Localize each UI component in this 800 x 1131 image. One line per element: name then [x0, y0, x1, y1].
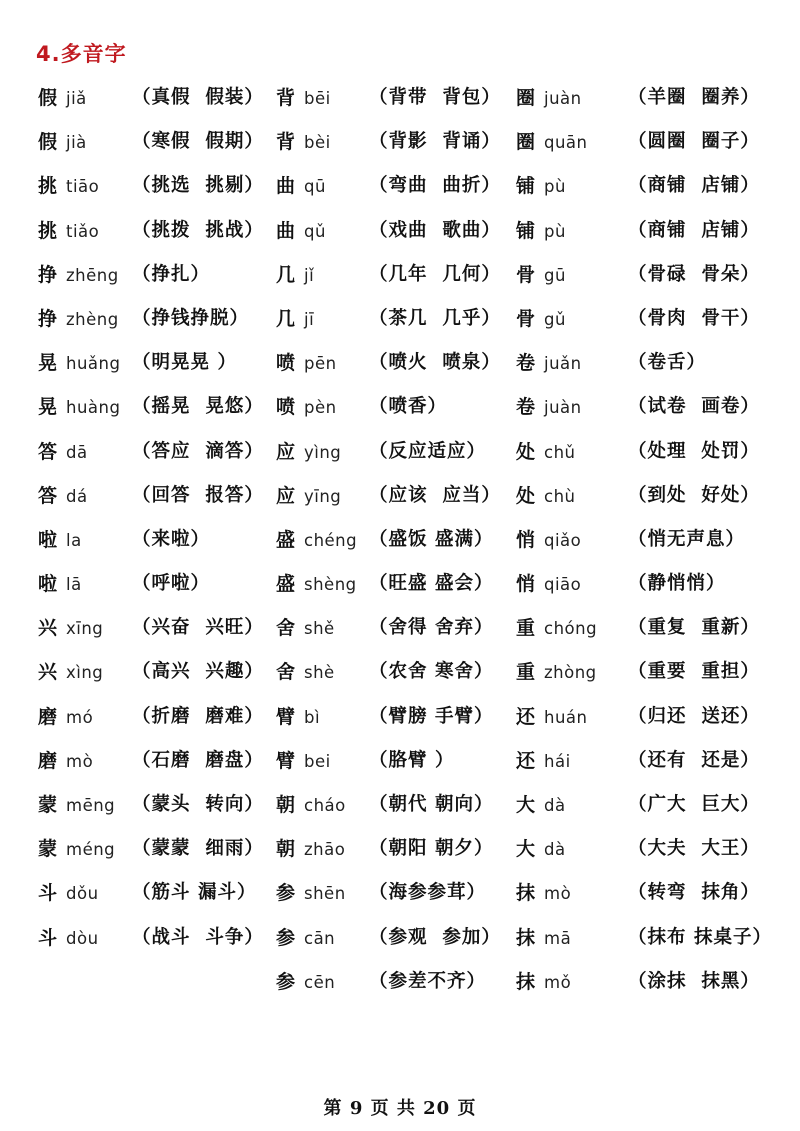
entry-pinyin: dà [544, 796, 566, 815]
entry-character: 大 [516, 794, 536, 816]
entry-character: 还 [516, 705, 536, 728]
entry-pinyin: juàn [544, 398, 582, 418]
entry-character: 几 [276, 307, 296, 330]
polyphonic-character-list [38, 78, 778, 1006]
entry-row [38, 785, 778, 829]
entry-character: 喷 [276, 352, 296, 375]
entry-pinyin: bēi [304, 89, 331, 108]
entry-row [38, 962, 778, 1006]
entry-pinyin: qū [304, 177, 326, 197]
entry-pinyin: shě [304, 619, 335, 639]
entry-pinyin: yīng [304, 486, 342, 506]
entry-character: 大 [516, 838, 536, 861]
entry-example-words: （盛饭 盛满） [369, 528, 494, 550]
entry-example-words: （蒙头 转向） [132, 794, 264, 815]
entry-pinyin: mēng [66, 796, 116, 815]
entry-example-words: （参差不齐） [369, 970, 487, 992]
entry-character: 曲 [276, 175, 296, 198]
entry-pinyin: pù [544, 177, 566, 197]
entry-pinyin: qiāo [544, 575, 582, 595]
entry-character: 悄 [516, 528, 536, 551]
entry-character: 臂 [276, 705, 296, 728]
entry-character: 抹 [516, 970, 536, 993]
entry-character: 铺 [516, 219, 536, 242]
section-title: 4.多音字 [36, 42, 127, 66]
entry-character: 磨 [38, 749, 58, 772]
entry-character: 几 [276, 263, 296, 286]
entry-example-words: （到处 好处） [628, 484, 760, 506]
entry-example-words: （商铺 店铺） [628, 219, 760, 241]
entry-example-words: （抹布 抹桌子） [628, 926, 772, 948]
entry-row [38, 520, 778, 564]
entry-example-words: （呼啦） [132, 573, 211, 595]
entry-pinyin: yìng [304, 442, 342, 462]
entry-character: 喷 [276, 396, 296, 419]
entry-example-words: （寒假 假期） [132, 131, 264, 153]
entry-character: 曲 [276, 219, 296, 242]
entry-example-words: （挑拨 挑战） [132, 219, 264, 241]
entry-pinyin: bì [304, 707, 321, 727]
entry-pinyin: jī [304, 309, 315, 329]
entry-example-words: （战斗 斗争） [132, 926, 264, 948]
entry-character: 背 [276, 131, 296, 154]
entry-character: 处 [516, 484, 536, 507]
entry-pinyin: chǔ [544, 442, 576, 462]
entry-character: 重 [516, 661, 536, 684]
entry-pinyin: huàng [66, 398, 121, 418]
entry-character: 朝 [276, 838, 296, 861]
entry-example-words: （处理 处罚） [628, 440, 760, 462]
entry-pinyin: lā [66, 575, 82, 595]
entry-pinyin: xīng [66, 619, 104, 639]
entry-character: 磨 [38, 705, 58, 728]
entry-pinyin: qǔ [304, 221, 326, 241]
entry-pinyin: zhòng [544, 663, 597, 683]
entry-row [38, 211, 778, 255]
entry-example-words: （答应 滴答） [132, 440, 264, 462]
entry-example-words: （还有 还是） [628, 749, 760, 771]
entry-row [38, 741, 778, 785]
entry-example-words: （转弯 抹角） [628, 882, 760, 904]
entry-pinyin: dǒu [66, 884, 99, 904]
entry-row [38, 829, 778, 873]
entry-pinyin: quān [544, 133, 588, 153]
entry-example-words: （旺盛 盛会） [369, 573, 494, 595]
entry-row [38, 918, 778, 962]
entry-example-words: （来啦） [132, 528, 211, 550]
entry-character: 参 [276, 926, 296, 949]
entry-example-words: （蒙蒙 细雨） [132, 838, 264, 860]
entry-pinyin: tiǎo [66, 221, 100, 241]
entry-pinyin: tiāo [66, 177, 100, 197]
entry-pinyin: qiǎo [544, 530, 582, 550]
entry-pinyin: pù [544, 221, 566, 241]
entry-character: 悄 [516, 573, 536, 596]
entry-character: 卷 [516, 352, 536, 375]
entry-example-words: （背影 背诵） [369, 131, 501, 153]
entry-character: 骨 [516, 263, 536, 286]
entry-example-words: （挣扎） [132, 263, 211, 285]
entry-character: 舍 [276, 661, 296, 684]
entry-pinyin: mò [66, 751, 94, 771]
entry-character: 抹 [516, 926, 536, 949]
entry-character: 骨 [516, 307, 536, 330]
entry-example-words: （戏曲 歌曲） [369, 219, 501, 241]
entry-pinyin: mó [66, 707, 94, 727]
entry-character: 假 [38, 87, 58, 109]
entry-pinyin: gū [544, 265, 566, 285]
entry-pinyin: pèn [304, 398, 337, 418]
entry-example-words: （明晃晃 ） [132, 352, 237, 374]
entry-pinyin: bèi [304, 133, 331, 153]
entry-example-words: （胳臂 ） [369, 749, 455, 771]
entry-example-words: （喷香） [369, 396, 448, 418]
entry-example-words: （真假 假装） [132, 87, 264, 108]
entry-character: 参 [276, 882, 296, 905]
entry-pinyin: cháo [304, 796, 346, 815]
entry-pinyin: jiǎ [66, 89, 87, 108]
entry-example-words: （几年 几何） [369, 263, 501, 285]
entry-pinyin: shè [304, 663, 335, 683]
entry-pinyin: dā [66, 442, 88, 462]
entry-pinyin: hái [544, 751, 571, 771]
entry-pinyin: huǎng [66, 354, 121, 374]
entry-example-words: （高兴 兴趣） [132, 661, 264, 683]
entry-character: 假 [38, 131, 58, 154]
entry-row [38, 652, 778, 696]
entry-character: 处 [516, 440, 536, 463]
entry-character: 抹 [516, 882, 536, 905]
entry-example-words: （静悄悄） [628, 573, 726, 595]
entry-character: 铺 [516, 175, 536, 198]
entry-character: 挣 [38, 263, 58, 286]
entry-example-words: （筋斗 漏斗） [132, 882, 257, 904]
entry-example-words: （反应适应） [369, 440, 487, 462]
entry-pinyin: juǎn [544, 354, 582, 374]
entry-row [38, 608, 778, 652]
entry-row [38, 564, 778, 608]
entry-example-words: （喷火 喷泉） [369, 352, 501, 374]
entry-example-words: （兴奋 兴旺） [132, 617, 264, 639]
entry-pinyin: mā [544, 928, 572, 948]
entry-example-words: （折磨 磨难） [132, 705, 264, 727]
entry-character: 挑 [38, 175, 58, 198]
entry-row [38, 476, 778, 520]
entry-example-words: （朝阳 朝夕） [369, 838, 494, 860]
entry-pinyin: shēn [304, 884, 346, 904]
entry-row [38, 255, 778, 299]
entry-example-words: （羊圈 圈养） [628, 87, 760, 108]
entry-row [38, 343, 778, 387]
entry-example-words: （应该 应当） [369, 484, 501, 506]
entry-pinyin: dá [66, 486, 88, 506]
entry-pinyin: cēn [304, 972, 336, 992]
entry-pinyin: cān [304, 928, 336, 948]
entry-row [38, 122, 778, 166]
entry-example-words: （摇晃 晃悠） [132, 396, 264, 418]
entry-row [38, 78, 778, 122]
entry-character: 挑 [38, 219, 58, 242]
entry-pinyin: chù [544, 486, 576, 506]
entry-example-words: （骨肉 骨干） [628, 307, 760, 329]
entry-example-words: （商铺 店铺） [628, 175, 760, 197]
entry-character: 重 [516, 617, 536, 640]
entry-character: 盛 [276, 573, 296, 596]
entry-character: 晃 [38, 352, 58, 375]
entry-character: 臂 [276, 749, 296, 772]
entry-pinyin: zhāo [304, 840, 346, 860]
entry-row [38, 873, 778, 917]
entry-character: 朝 [276, 794, 296, 816]
entry-example-words: （骨碌 骨朵） [628, 263, 760, 285]
entry-example-words: （圆圈 圈子） [628, 131, 760, 153]
entry-example-words: （挑选 挑剔） [132, 175, 264, 197]
entry-example-words: （重要 重担） [628, 661, 760, 683]
entry-character: 晃 [38, 396, 58, 419]
entry-pinyin: dà [544, 840, 566, 860]
entry-character: 啦 [38, 528, 58, 551]
entry-pinyin: shèng [304, 575, 357, 595]
entry-pinyin: zhēng [66, 265, 119, 285]
entry-example-words: （卷舌） [628, 352, 707, 374]
entry-example-words: （归还 送还） [628, 705, 760, 727]
entry-example-words: （农舍 寒舍） [369, 661, 494, 683]
entry-example-words: （悄无声息） [628, 528, 746, 550]
entry-pinyin: mǒ [544, 972, 572, 992]
entry-example-words: （试卷 画卷） [628, 396, 760, 418]
entry-pinyin: dòu [66, 928, 99, 948]
page-footer: 第 9 页 共 20 页 [323, 1098, 477, 1119]
entry-character: 答 [38, 440, 58, 463]
entry-character: 参 [276, 970, 296, 993]
entry-character: 应 [276, 484, 296, 507]
entry-example-words: （臂膀 手臂） [369, 705, 494, 727]
entry-row [38, 697, 778, 741]
entry-character: 蒙 [38, 838, 58, 861]
entry-pinyin: mò [544, 884, 572, 904]
entry-character: 应 [276, 440, 296, 463]
entry-character: 圈 [516, 131, 536, 154]
entry-row [38, 299, 778, 343]
entry-character: 盛 [276, 528, 296, 551]
entry-example-words: （舍得 舍弃） [369, 617, 494, 639]
entry-example-words: （弯曲 曲折） [369, 175, 501, 197]
entry-pinyin: chóng [544, 619, 598, 639]
entry-character: 挣 [38, 307, 58, 330]
entry-example-words: （广大 巨大） [628, 794, 760, 815]
entry-example-words: （石磨 磨盘） [132, 749, 264, 771]
entry-character: 圈 [516, 87, 536, 109]
entry-pinyin: jià [66, 133, 87, 153]
entry-pinyin: gǔ [544, 309, 566, 329]
entry-pinyin: pēn [304, 354, 337, 374]
entry-pinyin: xìng [66, 663, 104, 683]
entry-row [38, 387, 778, 431]
entry-character: 斗 [38, 926, 58, 949]
entry-pinyin: jǐ [304, 265, 315, 285]
entry-example-words: （茶几 几乎） [369, 307, 501, 329]
entry-character: 卷 [516, 396, 536, 419]
entry-character: 啦 [38, 573, 58, 596]
entry-pinyin: zhèng [66, 309, 119, 329]
entry-example-words: （挣钱挣脱） [132, 307, 250, 329]
entry-character: 还 [516, 749, 536, 772]
entry-example-words: （朝代 朝向） [369, 794, 494, 815]
entry-pinyin: méng [66, 840, 116, 860]
entry-pinyin: chéng [304, 530, 358, 550]
entry-pinyin: juàn [544, 89, 582, 108]
entry-row [38, 432, 778, 476]
entry-example-words: （重复 重新） [628, 617, 760, 639]
entry-character: 答 [38, 484, 58, 507]
entry-pinyin: bei [304, 751, 331, 771]
entry-character: 兴 [38, 661, 58, 684]
entry-pinyin: la [66, 530, 82, 550]
entry-example-words: （参观 参加） [369, 926, 501, 948]
entry-character: 背 [276, 87, 296, 109]
entry-row [38, 166, 778, 210]
entry-example-words: （回答 报答） [132, 484, 264, 506]
entry-character: 舍 [276, 617, 296, 640]
entry-example-words: （海参参茸） [369, 882, 487, 904]
entry-example-words: （背带 背包） [369, 87, 501, 108]
entry-character: 兴 [38, 617, 58, 640]
entry-character: 斗 [38, 882, 58, 905]
entry-character: 蒙 [38, 794, 58, 816]
entry-example-words: （大夫 大王） [628, 838, 760, 860]
entry-example-words: （涂抹 抹黑） [628, 970, 760, 992]
entry-pinyin: huán [544, 707, 588, 727]
